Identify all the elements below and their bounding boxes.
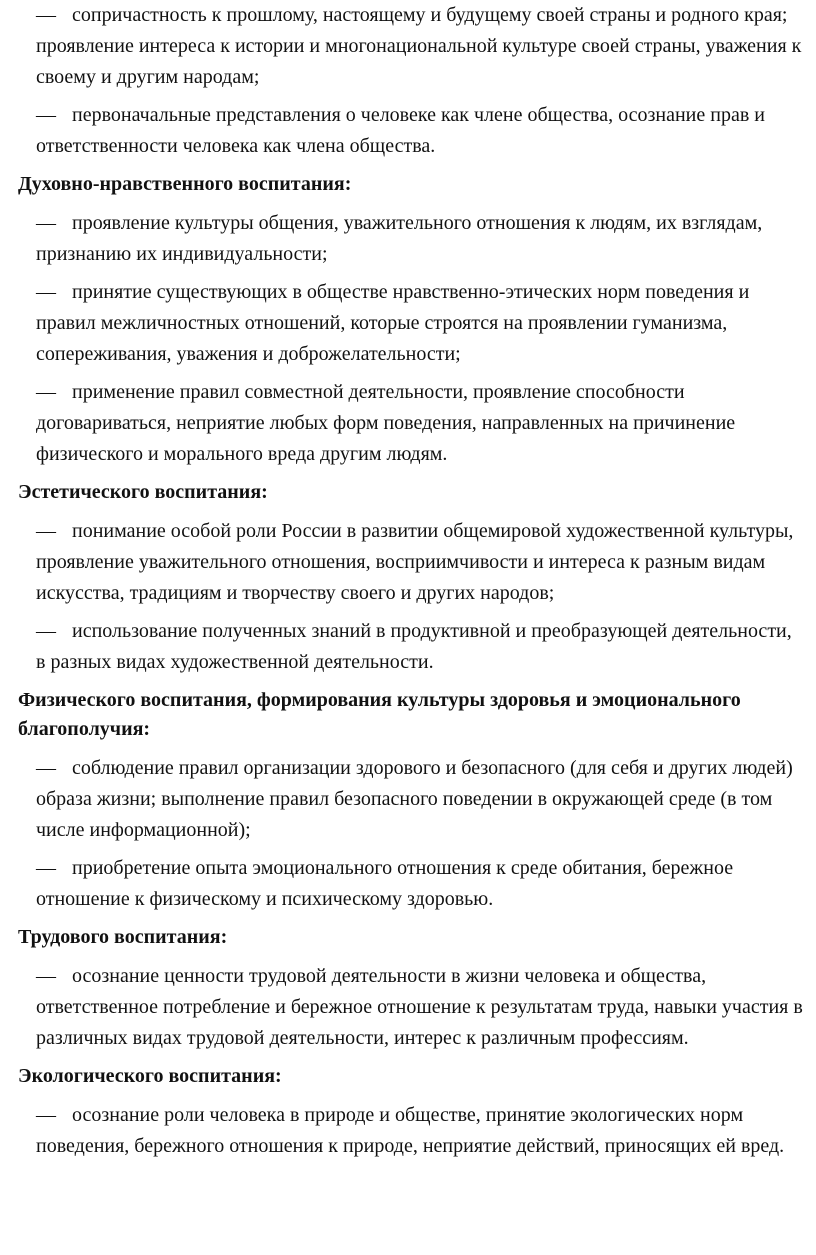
list-item [36,277,806,370]
section-heading: Духовно-нравственного воспитания: [18,173,352,195]
item-text: осознание роли человека в природе и обществе, принятие экологических норм поведения, бережного отношения к природе, неприятие действий, приносящих ей вред. [36,1104,785,1157]
bullet-dash: — [36,857,56,879]
item-text: сопричастность к прошлому, настоящему и будущему своей страны и родного края; проявление интереса к истории и многонациональной культуре своей страны, уважения к своему и другим народам; [36,4,802,88]
bullet-dash: — [36,965,56,987]
bullet-dash: — [36,757,56,779]
bullet-dash: — [36,381,56,403]
bullet-dash: — [36,104,56,126]
item-text: применение правил совместной деятельности, проявление способности договариваться, неприятие любых форм поведения, направленных на причинение физического и морального вреда другим людям. [36,381,736,465]
item-text: понимание особой роли России в развитии общемировой художественной культуры, проявление уважительного отношения, восприимчивости и интереса к разным видам искусства, традициям и творчеству своего и других народов; [36,520,794,604]
item-text: принятие существующих в обществе нравственно-этических норм поведения и правил межличностных отношений, которые строятся на проявлении гуманизма, сопереживания, уважения и доброжелательности; [36,281,750,365]
item-text: приобретение опыта эмоционального отношения к среде обитания, бережное отношение к физическому и психическому здоровью. [36,857,734,910]
item-text: осознание ценности трудовой деятельности в жизни человека и общества, ответственное потребление и бережное отношение к результатам труда, навыки участия в различных видах трудовой деятельности, интерес к различным профессиям. [36,965,803,1049]
bullet-dash: — [36,4,56,26]
list-item [36,961,806,1054]
list-item [36,853,806,915]
document-content [18,0,806,1169]
item-text: первоначальные представления о человеке как члене общества, осознание прав и ответственности человека как члена общества. [36,104,765,157]
item-text: проявление культуры общения, уважительного отношения к людям, их взглядам, признанию их индивидуальности; [36,212,763,265]
section-heading: Трудового воспитания: [18,926,228,948]
list-item [36,377,806,470]
list-item [36,753,806,846]
bullet-dash: — [36,212,56,234]
section-heading: Экологического воспитания: [18,1065,282,1087]
list-item [36,516,806,609]
list-item [36,0,806,93]
item-text: соблюдение правил организации здорового и безопасного (для себя и других людей) образа жизни; выполнение правил безопасного поведении в окружающей среде (в том числе информационной); [36,757,793,841]
item-text: использование полученных знаний в продуктивной и преобразующей деятельности, в разных видах художественной деятельности. [36,620,792,673]
list-item [36,1100,806,1162]
section-heading: Эстетического воспитания: [18,481,268,503]
list-item [36,100,806,162]
section-heading: Физического воспитания, формирования культуры здоровья и эмоционального благополучия: [18,689,741,740]
list-item [36,208,806,270]
bullet-dash: — [36,620,56,642]
bullet-dash: — [36,1104,56,1126]
bullet-dash: — [36,281,56,303]
list-item [36,616,806,678]
bullet-dash: — [36,520,56,542]
